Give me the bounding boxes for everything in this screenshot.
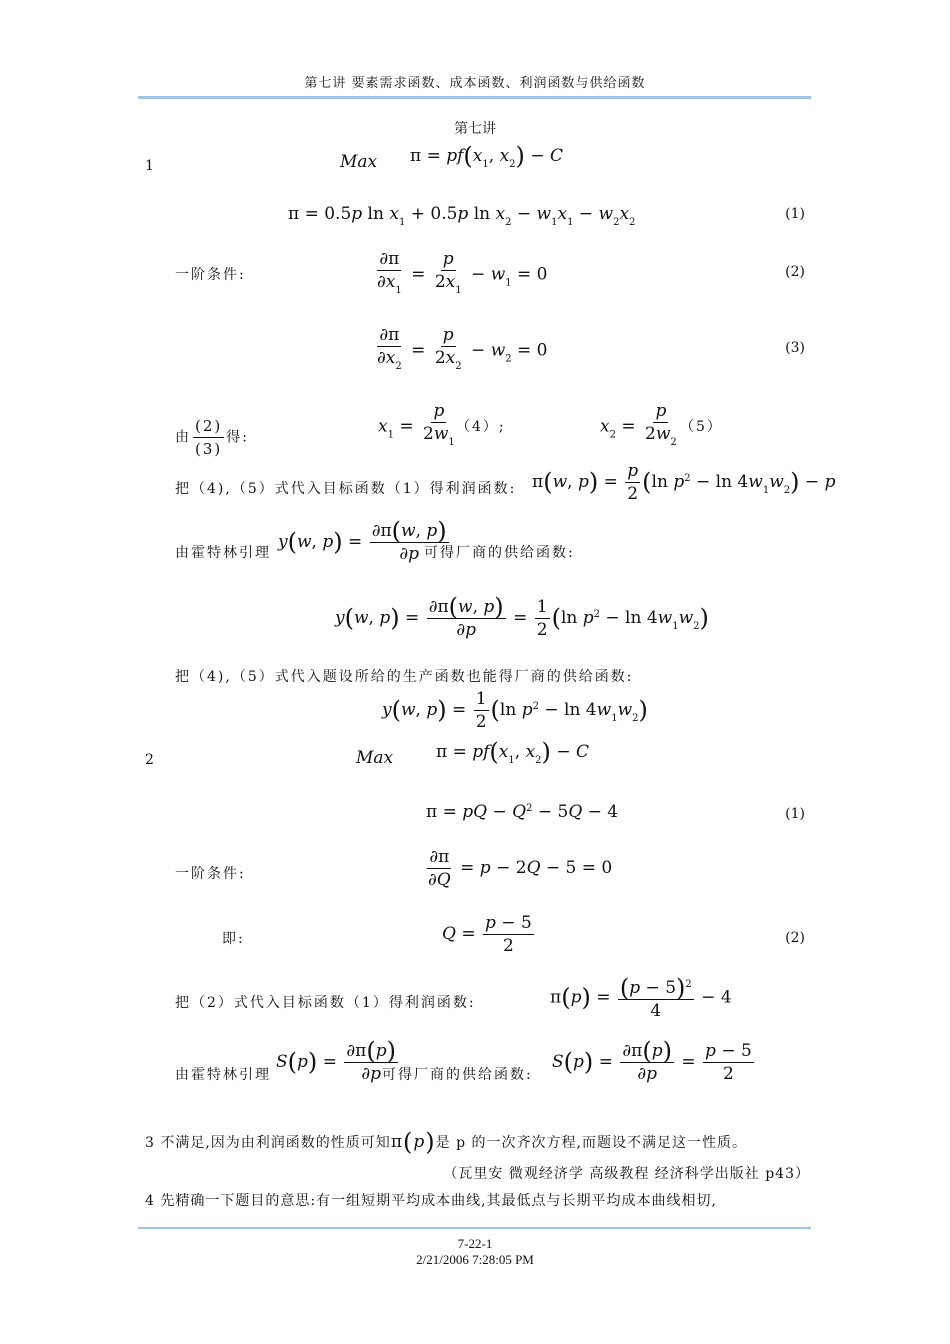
problem-3-text: 3 不满足,因为由利润函数的性质可知π(p)是 p 的一次齐次方程,而题设不满足这一性质。 <box>145 1128 747 1156</box>
p1-profit-function: π(w, p) = $\frac{p}{2}$ (ln $p^2 - \ln 4w_1w_2) - p$ <box>532 461 836 504</box>
p2-hotelling-label-a: 由霍特林引理 <box>175 1067 271 1083</box>
p1-eqno-3: (3) <box>785 340 805 356</box>
p2-supply-function: S(p) = $\frac{\partial\pi(p)}{\partial p}$ = $\frac{p - 5}{2}$ <box>552 1037 752 1084</box>
p1-eq5-label: （5） <box>680 419 723 435</box>
p2-objective: $\pi = pf(x_1$, $x_2) - C$ <box>436 738 589 766</box>
p2-ie-label: 即: <box>222 931 245 947</box>
p1-production-text: 把（4),（5）式代入题设所给的生产函数也能得厂商的供给函数: <box>175 669 634 685</box>
p1-eqno-2: (2) <box>785 264 805 280</box>
p1-eq4-label: （4）; <box>456 419 506 435</box>
problem-2-number: 2 <box>145 752 154 768</box>
problem-1-number: 1 <box>145 158 154 174</box>
p2-profit-function: π(p) = $\frac{(p - 5)^2}{4}$ − 4 <box>550 974 732 1021</box>
footer-rule <box>138 1227 811 1229</box>
timestamp: 2/21/2006 7:28:05 PM <box>416 1252 534 1267</box>
max-text: Max <box>340 152 378 172</box>
p1-substitute-text: 把（4),（5）式代入目标函数（1）得利润函数: <box>175 481 517 497</box>
p2-eq2: Q = $\frac{p - 5}{2}$ <box>442 913 532 956</box>
p2-first-order-condition: $\frac{\partial\pi}{\partial Q}$ = p − 2Q − 5 = 0 <box>428 847 613 890</box>
p1-hotelling-label-a: 由霍特林引理 <box>175 545 271 561</box>
p1-supply-function: y(w, p) = $\frac{\partial\pi(w, p)}{\partial p}$ = $\frac{1}{2}$ (ln $p^2 - \ln 4w_1w_2$) <box>335 593 709 640</box>
p1-max-label <box>340 152 377 172</box>
p1-eq5: $x_2$ = $\frac{p}{2w_2}$ <box>600 401 677 448</box>
page-number: 7-22-1 <box>457 1236 493 1251</box>
p2-max-label <box>356 748 393 768</box>
p1-eq3: $\frac{\partial\pi}{\partial x_2}$ = $\frac{p}{2x_2}$ − $w_2 = 0$ <box>377 325 548 372</box>
p1-eq4: $x_1$ = $\frac{p}{2w_1}$ <box>378 401 455 448</box>
p1-eq2: $\frac{\partial\pi}{\partial x_1}$ = $\frac{p}{2x_1}$ − $w_1 = 0$ <box>377 249 548 296</box>
header-rule <box>138 96 811 99</box>
p2-hotelling-label-b: 可得厂商的供给函数: <box>382 1067 533 1083</box>
p1-from-label: 由 $\frac{(2)}{(3)}$ 得: <box>175 417 249 458</box>
p2-substitute-text: 把（2）式代入目标函数（1）得利润函数: <box>175 995 476 1011</box>
p1-hotelling-formula: y(w, p) = $\frac{\partial\pi(w, p)}{\partial p}$ <box>278 517 447 564</box>
p1-condition-label: 一阶条件: <box>175 267 246 283</box>
problem-4-text: 4 先精确一下题目的意思:有一组短期平均成本曲线,其最低点与长期平均成本曲线相切, <box>145 1193 717 1209</box>
p2-eqno-1: (1) <box>785 806 805 822</box>
p1-eqno-1: (1) <box>785 206 805 222</box>
p1-eq1: π = 0.5p $\ln x_1 + 0.5p$ $\ln x_2 - w_1x_1 - w_2x_2$ <box>288 204 636 228</box>
page-header: 第七讲 要素需求函数、成本函数、利润函数与供给函数 <box>304 76 646 91</box>
p2-condition-label: 一阶条件: <box>175 866 246 882</box>
p2-eq1: π = pQ − $Q^2 - 5Q - 4$ <box>426 802 619 822</box>
p2-hotelling-formula: S(p) = $\frac{\partial\pi(p)}{\partial p}$ <box>276 1037 396 1084</box>
p1-hotelling-label-b: 可得厂商的供给函数: <box>424 545 575 561</box>
p1-objective: $\pi = pf(x_1$, $x_2) - C$ <box>410 142 563 170</box>
lecture-title: 第七讲 <box>454 121 496 137</box>
max-text: Max <box>356 748 394 768</box>
p1-supply-function-2: y(w, p) = $\frac{1}{2}$ (ln $p^2 - \ln 4w_1w_2$) <box>382 689 648 732</box>
p2-eqno-2: (2) <box>785 930 805 946</box>
problem-3-citation: （瓦里安 微观经济学 高级教程 经济科学出版社 p43） <box>443 1166 810 1182</box>
